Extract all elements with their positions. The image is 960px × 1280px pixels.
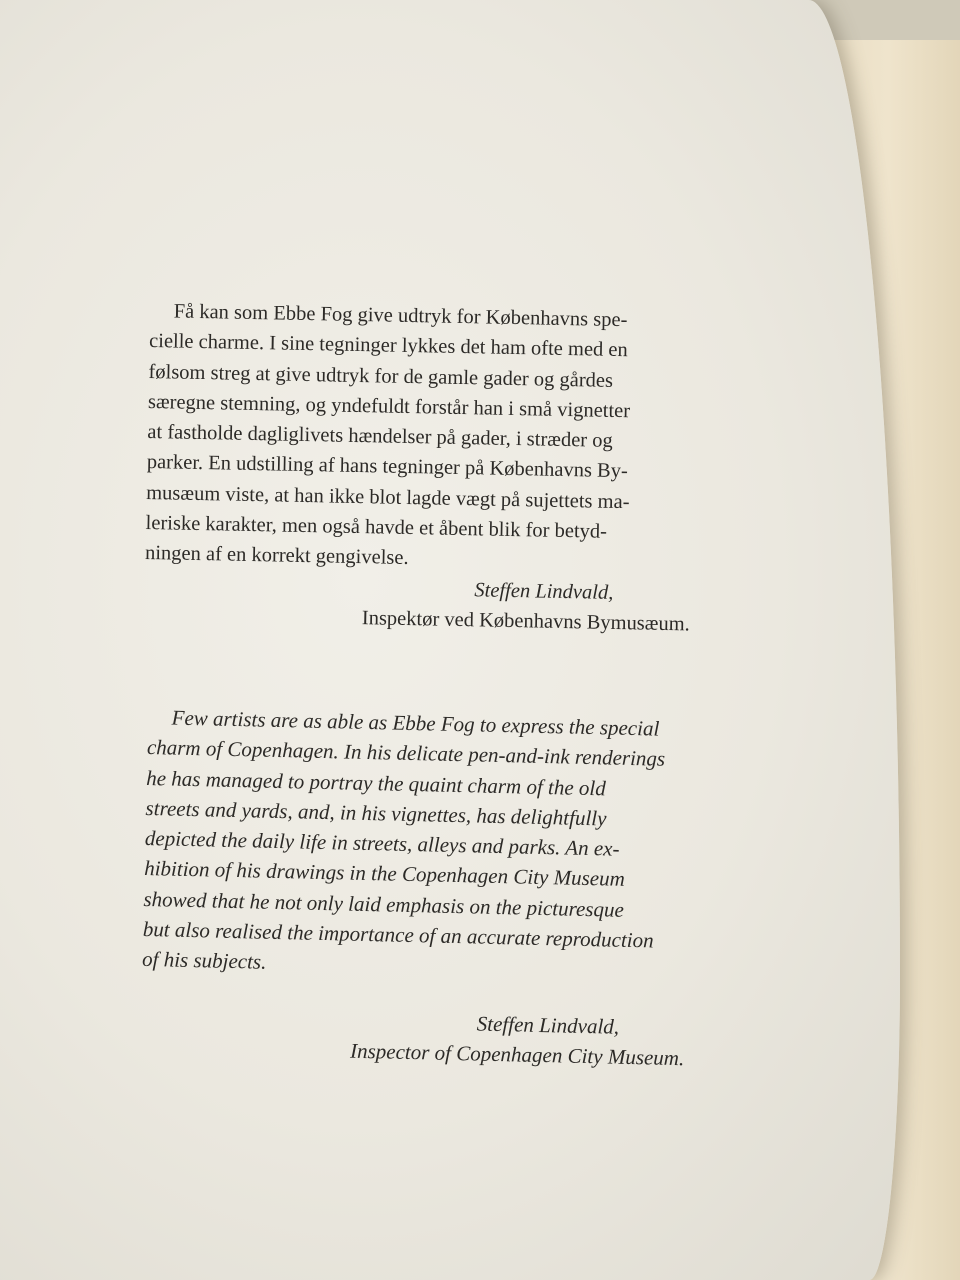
english-line-4: streets and yards, and, in his vignettes, has delightfully <box>145 795 607 831</box>
danish-line-3: følsom streg at give udtryk for de gamle gader og gårdes <box>148 360 614 392</box>
danish-signature-name: Steffen Lindvald, <box>474 578 614 604</box>
danish-line-7: musæum viste, at han ikke blot lagde vægt på sujettets ma- <box>146 481 630 514</box>
danish-signature-title: Inspektør ved Københavns Bymusæum. <box>361 607 690 636</box>
danish-paragraph <box>144 296 696 640</box>
english-line-7: showed that he not only laid emphasis on the picturesque <box>143 886 625 922</box>
danish-line-2: cielle charme. I sine tegninger lykkes det ham ofte med en <box>148 330 628 362</box>
english-line-9: of his subjects. <box>141 947 267 975</box>
english-line-5: depicted the daily life in streets, alleys and parks. An ex- <box>144 826 620 861</box>
english-line-2: charm of Copenhagen. In his delicate pen-and-ink renderings <box>146 735 666 772</box>
english-line-3: he has managed to portray the quaint charm of the old <box>146 765 607 800</box>
english-paragraph <box>140 702 692 1074</box>
danish-line-9: ningen af en korrekt gengivelse. <box>144 542 409 570</box>
danish-line-1: Få kan som Ebbe Fog give udtryk for Københavns spe- <box>173 300 628 332</box>
english-line-1: Few artists are as able as Ebbe Fog to express the special <box>171 705 660 741</box>
english-signature-name: Steffen Lindvald, <box>476 1011 620 1039</box>
english-line-6: hibition of his drawings in the Copenhagen City Museum <box>143 856 626 892</box>
danish-line-8: leriske karakter, men også havde et åbent blik for betyd- <box>145 512 608 543</box>
english-line-8: but also realised the importance of an accurate reproduction <box>142 917 654 953</box>
english-signature-title: Inspector of Copenhagen City Museum. <box>349 1038 685 1071</box>
danish-line-6: parker. En udstilling af hans tegninger på Københavns By- <box>146 451 629 483</box>
danish-line-4: særegne stemning, og yndefuldt forstår han i små vignetter <box>147 390 631 423</box>
danish-line-5: at fastholde dagliglivets hændelser på gader, i stræder og <box>147 421 613 453</box>
